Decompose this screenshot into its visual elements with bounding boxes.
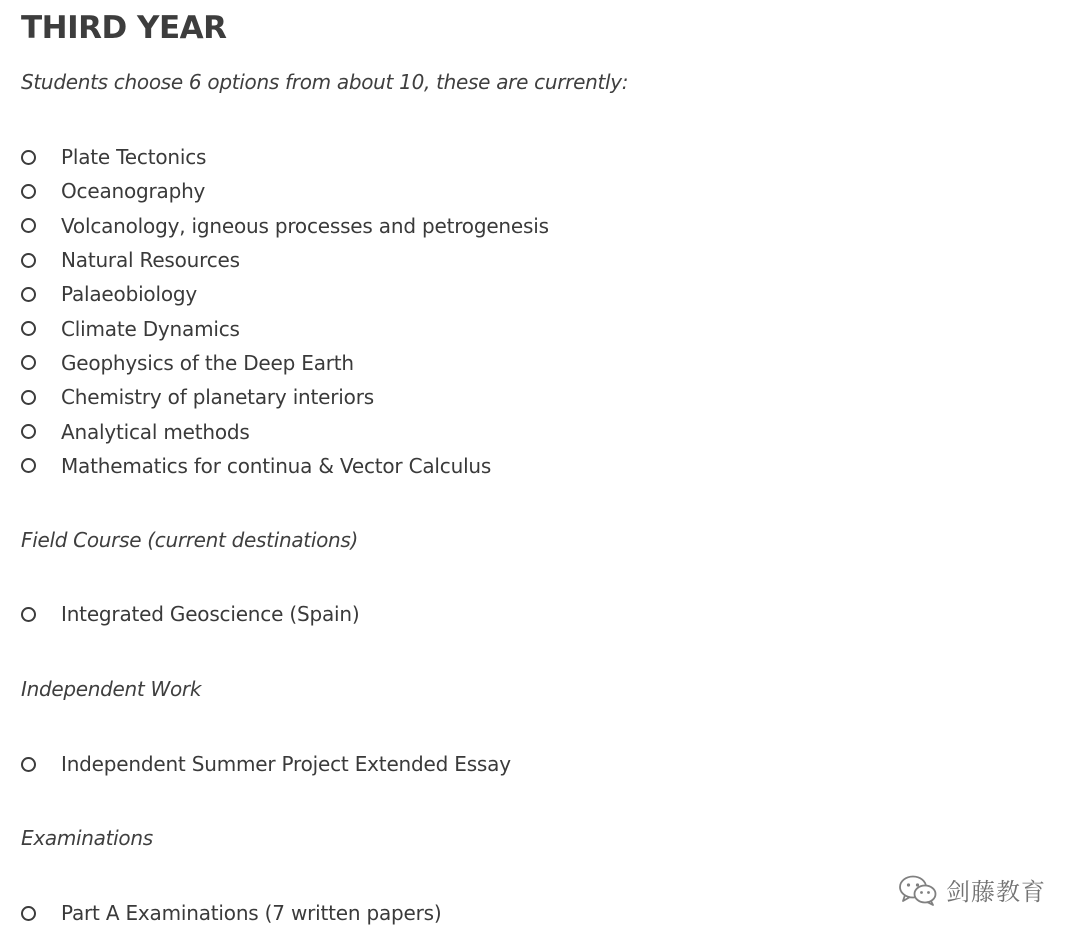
option-label: Mathematics for continua & Vector Calculus xyxy=(61,453,492,478)
field-course-heading: Field Course (current destinations) xyxy=(21,528,359,552)
wechat-icon xyxy=(898,874,938,906)
option-label: Analytical methods xyxy=(61,419,250,444)
examinations-heading: Examinations xyxy=(21,826,153,850)
option-label: Oceanography xyxy=(61,179,206,204)
circle-bullet-icon xyxy=(21,424,36,439)
option-label: Climate Dynamics xyxy=(61,316,240,341)
circle-bullet-icon xyxy=(21,253,36,268)
page-title: THIRD YEAR xyxy=(21,10,227,46)
examinations-label: Part A Examinations (7 written papers) xyxy=(61,901,442,926)
option-label: Plate Tectonics xyxy=(61,145,207,170)
circle-bullet-icon xyxy=(21,150,36,165)
circle-bullet-icon xyxy=(21,458,36,473)
circle-bullet-icon xyxy=(21,355,36,370)
field-course-label: Integrated Geoscience (Spain) xyxy=(61,602,360,627)
independent-work-heading: Independent Work xyxy=(21,677,202,701)
independent-work-label: Independent Summer Project Extended Essay xyxy=(61,752,511,777)
intro-text: Students choose 6 options from about 10, these are currently: xyxy=(21,70,629,94)
option-label: Palaeobiology xyxy=(61,282,197,307)
circle-bullet-icon xyxy=(21,218,36,233)
option-label: Volcanology, igneous processes and petrogenesis xyxy=(61,213,549,238)
circle-bullet-icon xyxy=(21,390,36,405)
circle-bullet-icon xyxy=(21,287,36,302)
circle-bullet-icon xyxy=(21,906,36,921)
circle-bullet-icon xyxy=(21,184,36,199)
watermark-text: 剑藤教育 xyxy=(946,878,1046,906)
option-label: Geophysics of the Deep Earth xyxy=(61,350,354,375)
circle-bullet-icon xyxy=(21,321,36,336)
option-label: Chemistry of planetary interiors xyxy=(61,385,374,410)
watermark xyxy=(898,872,1046,907)
circle-bullet-icon xyxy=(21,607,36,622)
circle-bullet-icon xyxy=(21,757,36,772)
option-label: Natural Resources xyxy=(61,248,240,273)
